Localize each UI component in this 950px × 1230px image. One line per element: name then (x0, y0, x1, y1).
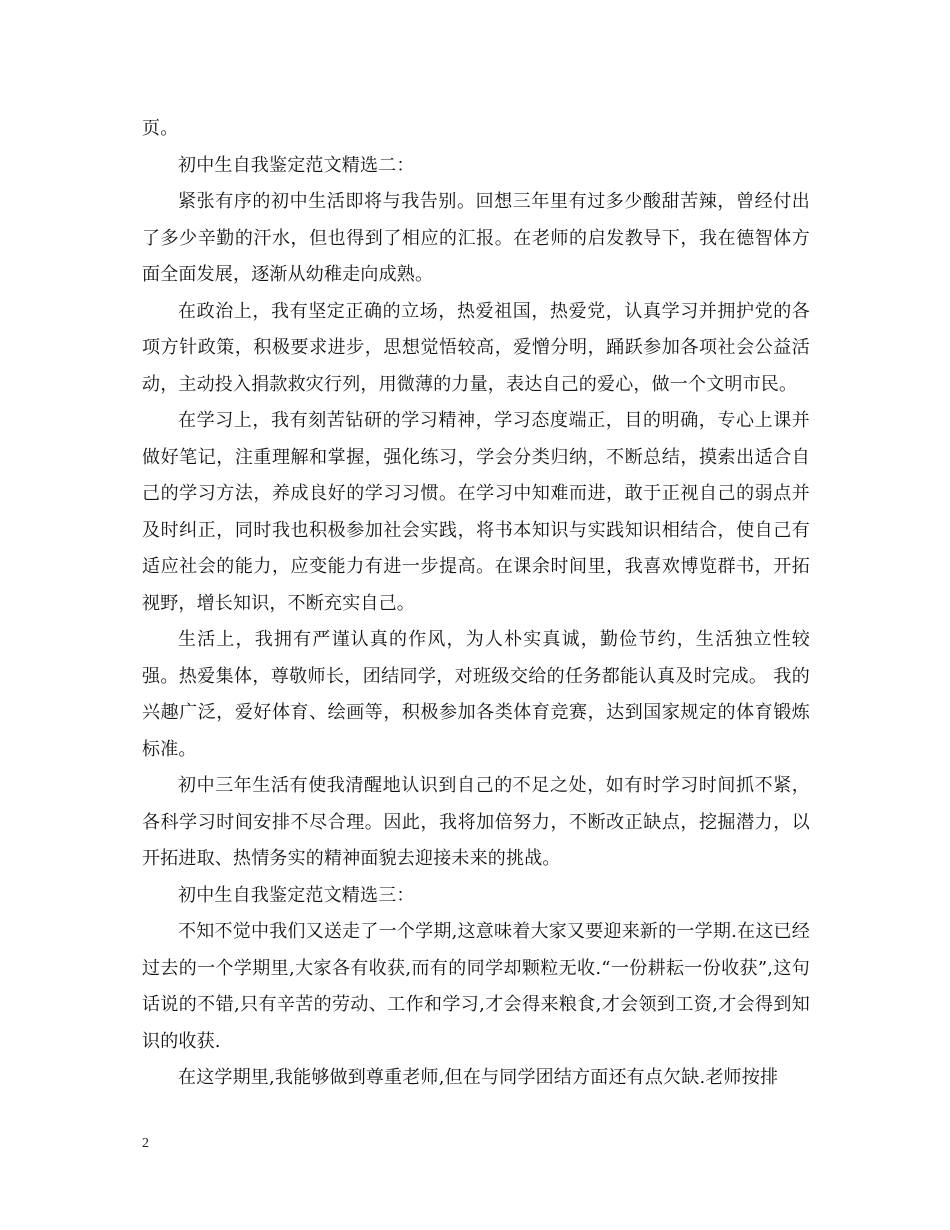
section-heading-selection-two: 初中生自我鉴定范文精选二： (178, 154, 415, 176)
paragraph-continuation: 页。 (142, 118, 179, 139)
section-heading-selection-three: 初中生自我鉴定范文精选三： (178, 884, 415, 906)
paragraph-intro: 紧张有序的初中生活即将与我告别。回想三年里有过多少酸甜苦辣，曾经付出了多少辛勤的汗水，但也得到了相应的汇报。在老师的启发教导下，我在德智体方面全面发展，逐渐从幼稚走向成熟。 (142, 191, 810, 285)
page-number: 2 (142, 1136, 149, 1151)
paragraph-politics: 在政治上，我有坚定正确的立场，热爱祖国，热爱党，认真学习并拥护党的各项方针政策，积极要求进步，思想觉悟较高，爱憎分明，踊跃参加各项社会公益活动，主动投入捐款救灾行列，用微薄的力量，表达自己的爱心，做一个文明市民。 (142, 300, 810, 395)
paragraph-shortcomings: 初中三年生活有使我清醒地认识到自己的不足之处，如有时学习时间抓不紧，各科学习时间安排不尽合理。因此，我将加倍努力，不断改正缺点，挖掘潜力，以开拓进取、热情务实的精神面貌去迎接未来的挑战。 (142, 775, 810, 869)
paragraph-semester: 不知不觉中我们又送走了一个学期,这意味着大家又要迎来新的一学期.在这已经过去的一个学期里,大家各有收获,而有的同学却颗粒无收.“一份耕耘一份收获”,这句话说的不错,只有辛苦的劳动、工作和学习,才会得来粮食,才会领到工资,才会得到知识的收获. (142, 921, 810, 1052)
paragraph-life: 生活上，我拥有严谨认真的作风，为人朴实真诚，勤俭节约，生活独立性较强。热爱集体，尊敬师长，团结同学，对班级交给的任务都能认真及时完成。 我的兴趣广泛，爱好体育、绘画等，积极参加各类体育竞赛，达到国家规定的体育锻炼标准。 (142, 629, 810, 760)
paragraph-respect-teachers: 在这学期里,我能够做到尊重老师,但在与同学团结方面还有点欠缺.老师按排 (178, 1067, 779, 1088)
paragraph-study: 在学习上，我有刻苦钻研的学习精神，学习态度端正，目的明确，专心上课并做好笔记，注重理解和掌握，强化练习，学会分类归纳，不断总结，摸索出适合自己的学习方法，养成良好的学习习惯。在学习中知难而进，敢于正视自己的弱点并及时纠正，同时我也积极参加社会实践，将书本知识与实践知识相结合，使自己有适应社会的能力，应变能力有进一步提高。在课余时间里，我喜欢博览群书，开拓视野，增长知识，不断充实自己。 (142, 410, 810, 614)
document-body (142, 111, 810, 1097)
